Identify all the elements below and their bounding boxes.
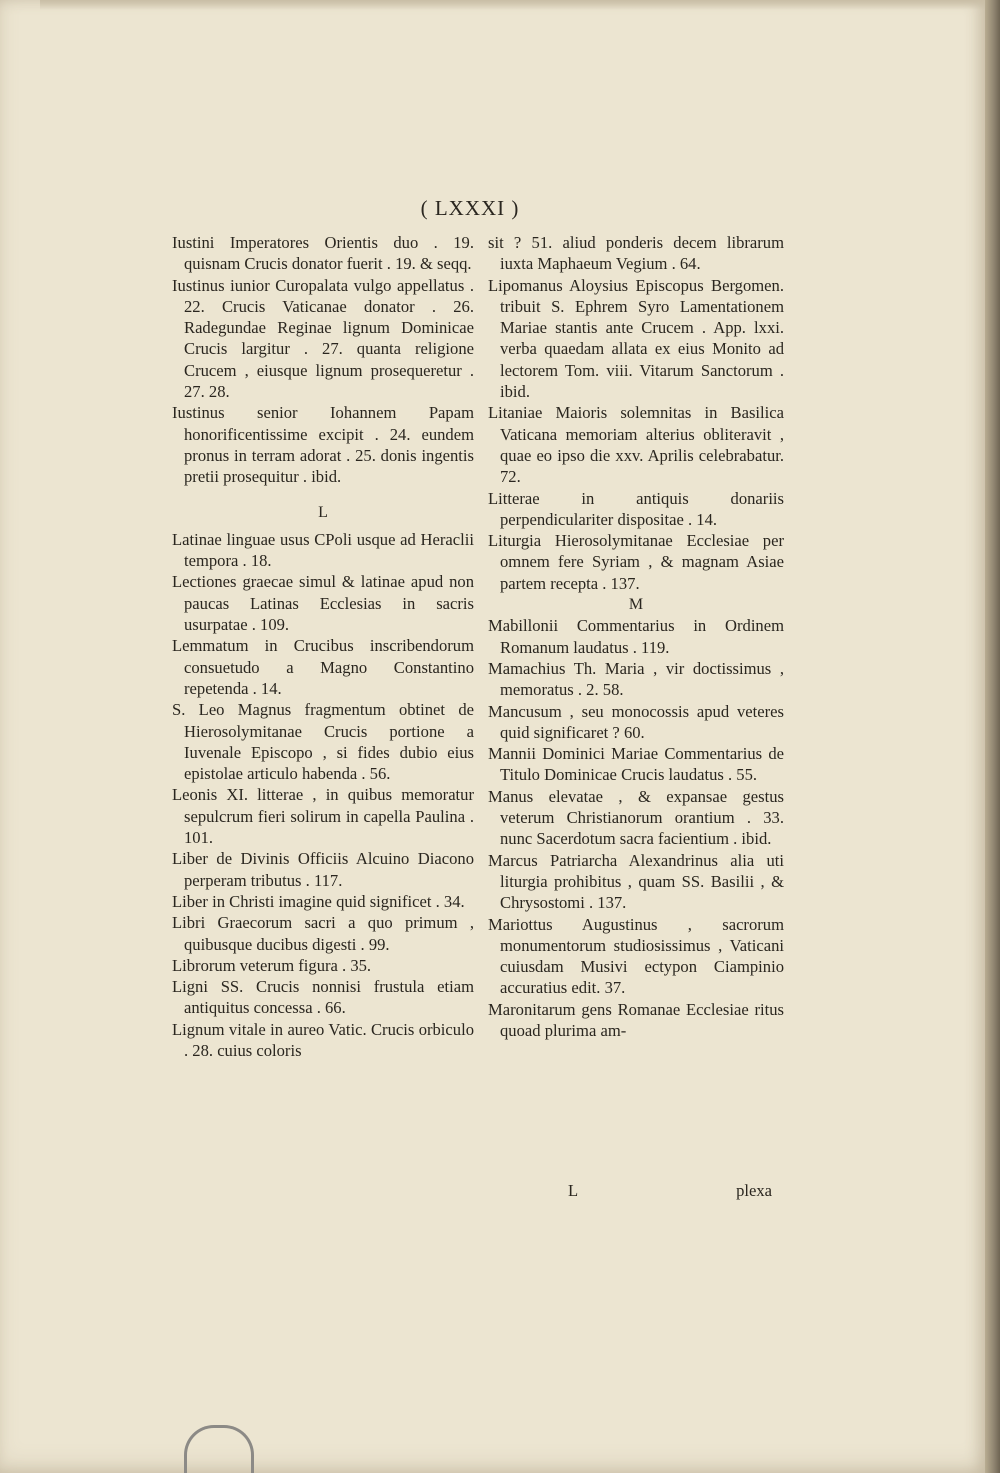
- letter-heading-m: M: [628, 596, 644, 614]
- signature-mark: L: [568, 1181, 579, 1200]
- index-entry: Iustinus senior Iohannem Papam honorificentissime excipit . 24. eundem pronus in terram adorat . 25. donis ingentis pretii prosequitur . ibid.: [172, 403, 474, 487]
- index-entry: Maronitarum gens Romanae Ecclesiae ritus quoad plurima am-: [488, 999, 784, 1040]
- index-entry: Iustinus iunior Curopalata vulgo appellatus . 22. Crucis Vaticanae donator . 26. Radegundae Reginae lignum Dominicae Crucis largitur . 27. quanta religione Crucem , eiusque lignum prosequeretur . 27. 28.: [172, 275, 474, 402]
- right-column: [488, 232, 784, 1041]
- letter-heading-l: L: [318, 503, 328, 521]
- index-entry: sit ? 51. aliud ponderis decem librarum iuxta Maphaeum Vegium . 64.: [488, 233, 784, 274]
- index-entry: Lignum vitale in aureo Vatic. Crucis orbiculo . 28. cuius coloris: [172, 1019, 474, 1060]
- binder-clip: [184, 1425, 254, 1473]
- index-entry: Marcus Patriarcha Alexandrinus alia uti liturgia prohibitus , quam SS. Basilii , & Chrysostomi . 137.: [488, 850, 784, 913]
- index-entry: Lemmatum in Crucibus inscribendorum consuetudo a Magno Constantino repetenda . 14.: [172, 636, 474, 698]
- index-entry: Mamachius Th. Maria , vir doctissimus , memoratus . 2. 58.: [488, 658, 784, 700]
- index-entry: Iustini Imperatores Orientis duo . 19. quisnam Crucis donator fuerit . 19. & seqq.: [172, 233, 474, 274]
- page-fold-shadow: [40, 0, 985, 10]
- index-entry: Ligni SS. Crucis nonnisi frustula etiam antiquitus concessa . 66.: [172, 977, 474, 1018]
- index-entry: Mannii Dominici Mariae Commentarius de Titulo Dominicae Crucis laudatus . 55.: [488, 744, 784, 785]
- index-entry: Liber de Divinis Officiis Alcuino Diacono perperam tributus . 117.: [172, 849, 474, 890]
- page-edge: [985, 0, 1000, 1473]
- index-entry: Manus elevatae , & expansae gestus veterum Christianorum orantium . 33. nunc Sacerdotum sacra facientium . ibid.: [488, 786, 784, 849]
- index-entry: Mabillonii Commentarius in Ordinem Romanum laudatus . 119.: [488, 616, 784, 657]
- index-entry: S. Leo Magnus fragmentum obtinet de Hierosolymitanae Crucis portione a Iuvenale Episcopo , si fides dubio eius epistolae articulo habenda . 56.: [172, 700, 474, 784]
- index-entry: Librorum veterum figura . 35.: [172, 955, 372, 975]
- index-entry: Liturgia Hierosolymitanae Ecclesiae per omnem fere Syriam , & magnam Asiae partem recepta . 137.: [488, 531, 784, 593]
- index-entry: Mancusum , seu monocossis apud veteres quid significaret ? 60.: [488, 701, 784, 742]
- index-entry: Latinae linguae usus CPoli usque ad Heraclii tempora . 18.: [172, 529, 474, 571]
- index-entry: Mariottus Augustinus , sacrorum monumentorum studiosissimus , Vaticani cuiusdam Musivi ectypon Ciampinio accuratius edit. 37.: [488, 914, 784, 998]
- index-entry: Libri Graecorum sacri a quo primum , quibusque ducibus digesti . 99.: [172, 913, 474, 954]
- page-number: ( LXXXI ): [420, 196, 520, 220]
- index-entry: Liber in Christi imagine quid significet . 34.: [172, 891, 465, 911]
- left-column: [172, 232, 474, 1061]
- catchword: plexa: [736, 1181, 772, 1200]
- index-entry: Lectiones graecae simul & latinae apud non paucas Latinas Ecclesias in sacris usurpatae . 109.: [172, 572, 474, 635]
- index-entry: Litaniae Maioris solemnitas in Basilica Vaticana memoriam alterius obliteravit , quae eo ipso die xxv. Aprilis celebrabatur. 72.: [488, 403, 784, 487]
- index-entry: Lipomanus Aloysius Episcopus Bergomen. tribuit S. Ephrem Syro Lamentationem Mariae stantis ante Crucem . App. lxxi. verba quaedam allata ex eius Monito ad lectorem Tom. viii. Vitarum Sanctorum . ibid.: [488, 275, 784, 402]
- index-entry: Litterae in antiquis donariis perpendiculariter dispositae . 14.: [488, 488, 784, 529]
- index-entry: Leonis XI. litterae , in quibus memoratur sepulcrum fieri solirum in capella Paulina . 101.: [172, 785, 474, 848]
